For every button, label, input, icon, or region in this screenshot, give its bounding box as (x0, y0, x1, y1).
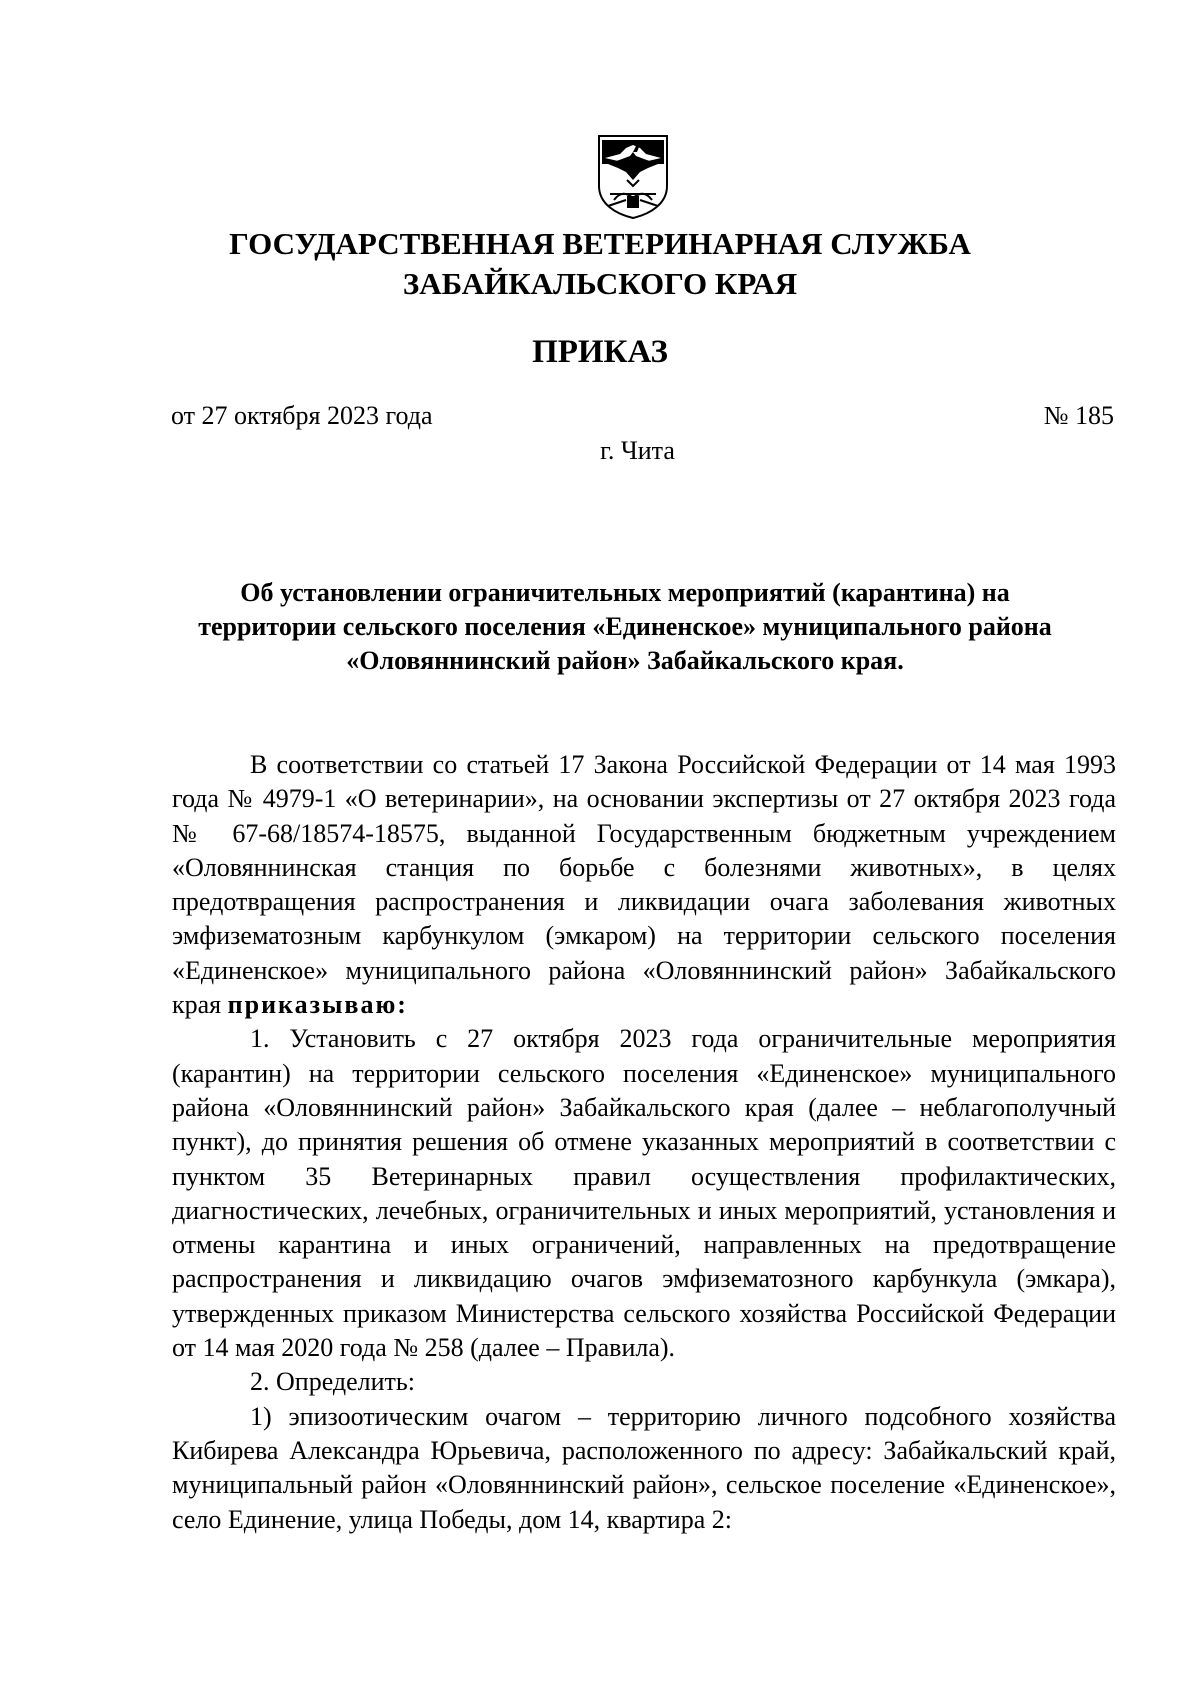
document-subject (160, 576, 1090, 678)
subject-line-3: «Оловяннинский район» Забайкальского края. (346, 646, 904, 675)
issuer-name-line1: ГОСУДАРСТВЕННАЯ ВЕТЕРИНАРНАЯ СЛУЖБА (229, 226, 971, 261)
document-city: г. Чита (600, 436, 675, 465)
coat-of-arms-icon (596, 134, 670, 220)
document-type: ПРИКАЗ (532, 334, 668, 370)
subject-line-1: Об установлении ограничительных мероприятий (карантина) на (240, 578, 1010, 607)
subject-line-2: территории сельского поселения «Единенское» муниципального района (198, 612, 1052, 641)
issuer-name-line2: ЗАБАЙКАЛЬСКОГО КРАЯ (402, 266, 798, 301)
document-number: № 185 (1043, 401, 1114, 430)
decree-word: приказываю: (227, 990, 408, 1020)
document-date: от 27 октября 2023 года (171, 401, 433, 430)
item-1-paragraph: 1. Установить с 27 октября 2023 года ограничительные мероприятия (карантин) на территории сельского поселения «Единенское» муниципального района «Оловяннинский район» Забайкальского края (далее – неблагополучный пункт), до принятия решения об отмене указанных мероприятий в соответствии с пунктом 35 Ветеринарных правил осуществления профилактических, диагностических, лечебных, ограничительных и иных мероприятий, установления и отмены карантина и иных ограничений, направленных на предотвращение распространения и ликвидацию очагов эмфизематозного карбункула (эмкара), утвержденных приказом Министерства сельского хозяйства Российской Федерации от 14 мая 2020 года № 258 (далее – Правила). (172, 1024, 1116, 1363)
preamble-text: В соответствии со статьей 17 Закона Российской Федерации от 14 мая 1993 года № 4979-1 «О ветеринарии», на основании экспертизы от 27 октября 2023 года № 67-68/18574-18575, выданной Государственным бюджетным учреждением «Оловяннинская станция по борьбе с болезнями животных», в целях предотвращения распространения и ликвидации очага заболевания животных эмфизематозным карбункулом (эмкаром) на территории сельского поселения «Единенское» муниципального района «Оловяннинский район» Забайкальского края (172, 750, 1116, 1020)
preamble-paragraph (172, 748, 1116, 1022)
document-body (172, 748, 1116, 1537)
item-2-1-paragraph: 1) эпизоотическим очагом – территорию личного подсобного хозяйства Кибирева Александра Юрьевича, расположенного по адресу: Забайкальский край, муниципальный район «Оловяннинский район», сельское поселение «Единенское», село Единение, улица Победы, дом 14, квартира 2: (172, 1401, 1116, 1534)
item-2-paragraph: 2. Определить: (250, 1367, 415, 1397)
